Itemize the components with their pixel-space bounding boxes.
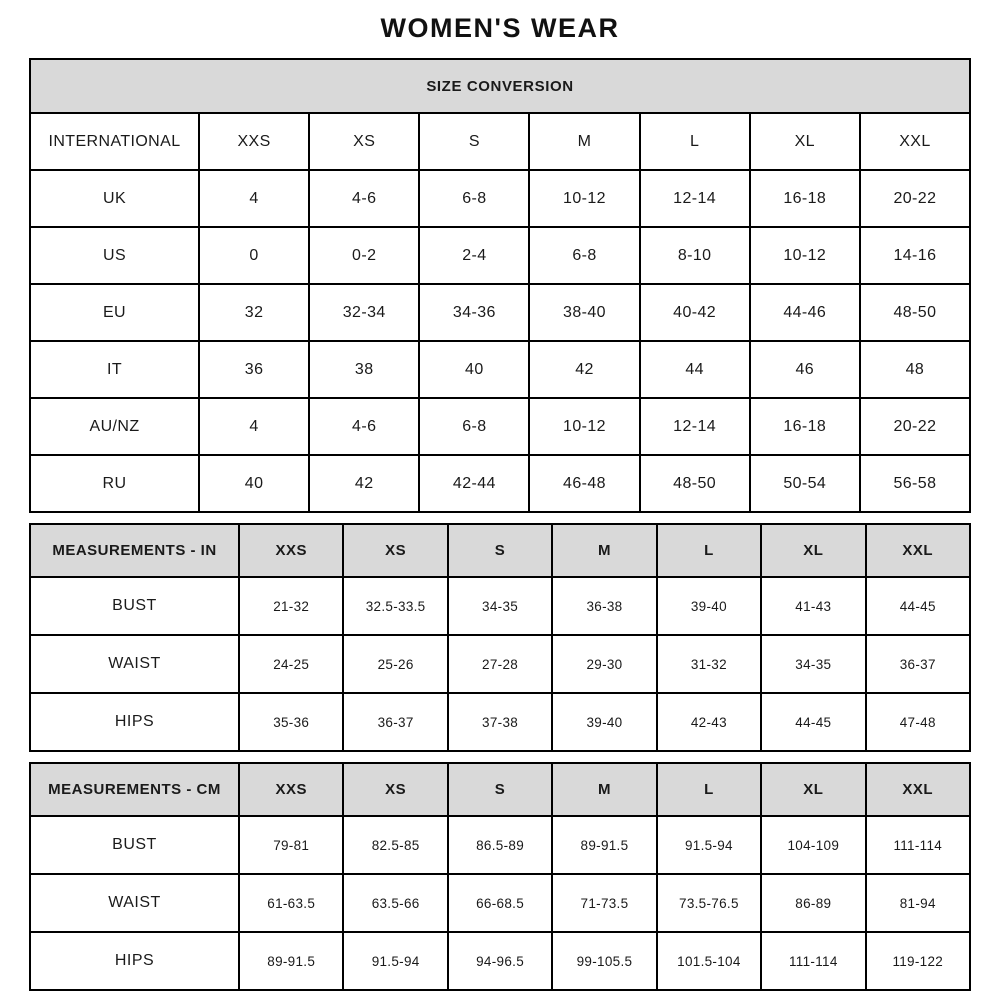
cell: 10-12 (750, 227, 860, 284)
page-title: WOMEN'S WEAR (380, 13, 620, 43)
column-header: XS (343, 763, 447, 816)
table-caption-row (30, 59, 970, 113)
cell: 31-32 (657, 635, 761, 693)
cell: 34-35 (761, 635, 865, 693)
column-header-row (30, 113, 970, 170)
column-header: M (552, 524, 656, 577)
cell: 36-38 (552, 577, 656, 635)
table-row (30, 398, 970, 455)
cell: 71-73.5 (552, 874, 656, 932)
cell: 10-12 (529, 170, 639, 227)
column-header: INTERNATIONAL (30, 113, 199, 170)
column-header: XL (761, 524, 865, 577)
cell: 104-109 (761, 816, 865, 874)
cell: 35-36 (239, 693, 343, 751)
cell: 0 (199, 227, 309, 284)
cell: 101.5-104 (657, 932, 761, 990)
cell: 4 (199, 398, 309, 455)
cell: 111-114 (761, 932, 865, 990)
column-header: L (657, 524, 761, 577)
column-header: XS (343, 524, 447, 577)
cell: 73.5-76.5 (657, 874, 761, 932)
row-label: UK (30, 170, 199, 227)
cell: 48-50 (860, 284, 970, 341)
measurements-cm-table (29, 762, 971, 991)
table-row (30, 577, 970, 635)
cell: 89-91.5 (552, 816, 656, 874)
column-header: XL (750, 113, 860, 170)
row-label: AU/NZ (30, 398, 199, 455)
row-label: WAIST (30, 874, 239, 932)
table-row (30, 170, 970, 227)
cell: 16-18 (750, 170, 860, 227)
cell: 44 (640, 341, 750, 398)
cell: 79-81 (239, 816, 343, 874)
cell: 32-34 (309, 284, 419, 341)
cell: 34-36 (419, 284, 529, 341)
cell: 12-14 (640, 398, 750, 455)
cell: 40 (419, 341, 529, 398)
table-row (30, 874, 970, 932)
table-row (30, 341, 970, 398)
cell: 99-105.5 (552, 932, 656, 990)
row-label: BUST (30, 816, 239, 874)
cell: 50-54 (750, 455, 860, 512)
column-header: XL (761, 763, 865, 816)
cell: 86-89 (761, 874, 865, 932)
row-label: US (30, 227, 199, 284)
cell: 21-32 (239, 577, 343, 635)
cell: 8-10 (640, 227, 750, 284)
cell: 6-8 (529, 227, 639, 284)
cell: 39-40 (657, 577, 761, 635)
cell: 20-22 (860, 398, 970, 455)
column-header: XS (309, 113, 419, 170)
cell: 4-6 (309, 170, 419, 227)
cell: 41-43 (761, 577, 865, 635)
cell: 34-35 (448, 577, 552, 635)
cell: 48 (860, 341, 970, 398)
cell: 46-48 (529, 455, 639, 512)
table-row (30, 693, 970, 751)
cell: 12-14 (640, 170, 750, 227)
cell: 10-12 (529, 398, 639, 455)
cell: 91.5-94 (657, 816, 761, 874)
cell: 44-46 (750, 284, 860, 341)
table-title: MEASUREMENTS - IN (30, 524, 239, 577)
row-label: HIPS (30, 932, 239, 990)
cell: 44-45 (866, 577, 970, 635)
size-conversion-table (29, 58, 971, 513)
row-label: HIPS (30, 693, 239, 751)
cell: 47-48 (866, 693, 970, 751)
cell: 24-25 (239, 635, 343, 693)
table-row (30, 932, 970, 990)
cell: 4-6 (309, 398, 419, 455)
cell: 86.5-89 (448, 816, 552, 874)
cell: 4 (199, 170, 309, 227)
cell: 63.5-66 (343, 874, 447, 932)
row-label: EU (30, 284, 199, 341)
cell: 40 (199, 455, 309, 512)
table-title: MEASUREMENTS - CM (30, 763, 239, 816)
cell: 66-68.5 (448, 874, 552, 932)
cell: 6-8 (419, 170, 529, 227)
row-label: BUST (30, 577, 239, 635)
column-header: S (448, 524, 552, 577)
cell: 39-40 (552, 693, 656, 751)
column-header: XXL (866, 524, 970, 577)
column-header-row (30, 524, 970, 577)
cell: 42-44 (419, 455, 529, 512)
cell: 36 (199, 341, 309, 398)
cell: 61-63.5 (239, 874, 343, 932)
table-row (30, 227, 970, 284)
table-row (30, 284, 970, 341)
row-label: WAIST (30, 635, 239, 693)
cell: 37-38 (448, 693, 552, 751)
column-header: S (419, 113, 529, 170)
cell: 38-40 (529, 284, 639, 341)
table-row (30, 455, 970, 512)
column-header: XXS (239, 524, 343, 577)
cell: 82.5-85 (343, 816, 447, 874)
cell: 36-37 (343, 693, 447, 751)
column-header: L (657, 763, 761, 816)
cell: 6-8 (419, 398, 529, 455)
row-label: RU (30, 455, 199, 512)
cell: 42 (309, 455, 419, 512)
table-row (30, 635, 970, 693)
cell: 40-42 (640, 284, 750, 341)
cell: 38 (309, 341, 419, 398)
cell: 16-18 (750, 398, 860, 455)
cell: 29-30 (552, 635, 656, 693)
cell: 42 (529, 341, 639, 398)
cell: 81-94 (866, 874, 970, 932)
column-header: L (640, 113, 750, 170)
cell: 44-45 (761, 693, 865, 751)
cell: 91.5-94 (343, 932, 447, 990)
cell: 32.5-33.5 (343, 577, 447, 635)
cell: 32 (199, 284, 309, 341)
column-header: M (552, 763, 656, 816)
cell: 56-58 (860, 455, 970, 512)
cell: 0-2 (309, 227, 419, 284)
cell: 14-16 (860, 227, 970, 284)
cell: 89-91.5 (239, 932, 343, 990)
column-header: M (529, 113, 639, 170)
cell: 2-4 (419, 227, 529, 284)
table-row (30, 816, 970, 874)
cell: 111-114 (866, 816, 970, 874)
cell: 94-96.5 (448, 932, 552, 990)
column-header: S (448, 763, 552, 816)
row-label: IT (30, 341, 199, 398)
column-header: XXS (239, 763, 343, 816)
cell: 42-43 (657, 693, 761, 751)
cell: 36-37 (866, 635, 970, 693)
cell: 25-26 (343, 635, 447, 693)
cell: 46 (750, 341, 860, 398)
table-title: SIZE CONVERSION (30, 59, 970, 113)
cell: 27-28 (448, 635, 552, 693)
column-header: XXL (866, 763, 970, 816)
column-header: XXL (860, 113, 970, 170)
column-header-row (30, 763, 970, 816)
cell: 119-122 (866, 932, 970, 990)
column-header: XXS (199, 113, 309, 170)
measurements-in-table (29, 523, 971, 752)
cell: 20-22 (860, 170, 970, 227)
cell: 48-50 (640, 455, 750, 512)
